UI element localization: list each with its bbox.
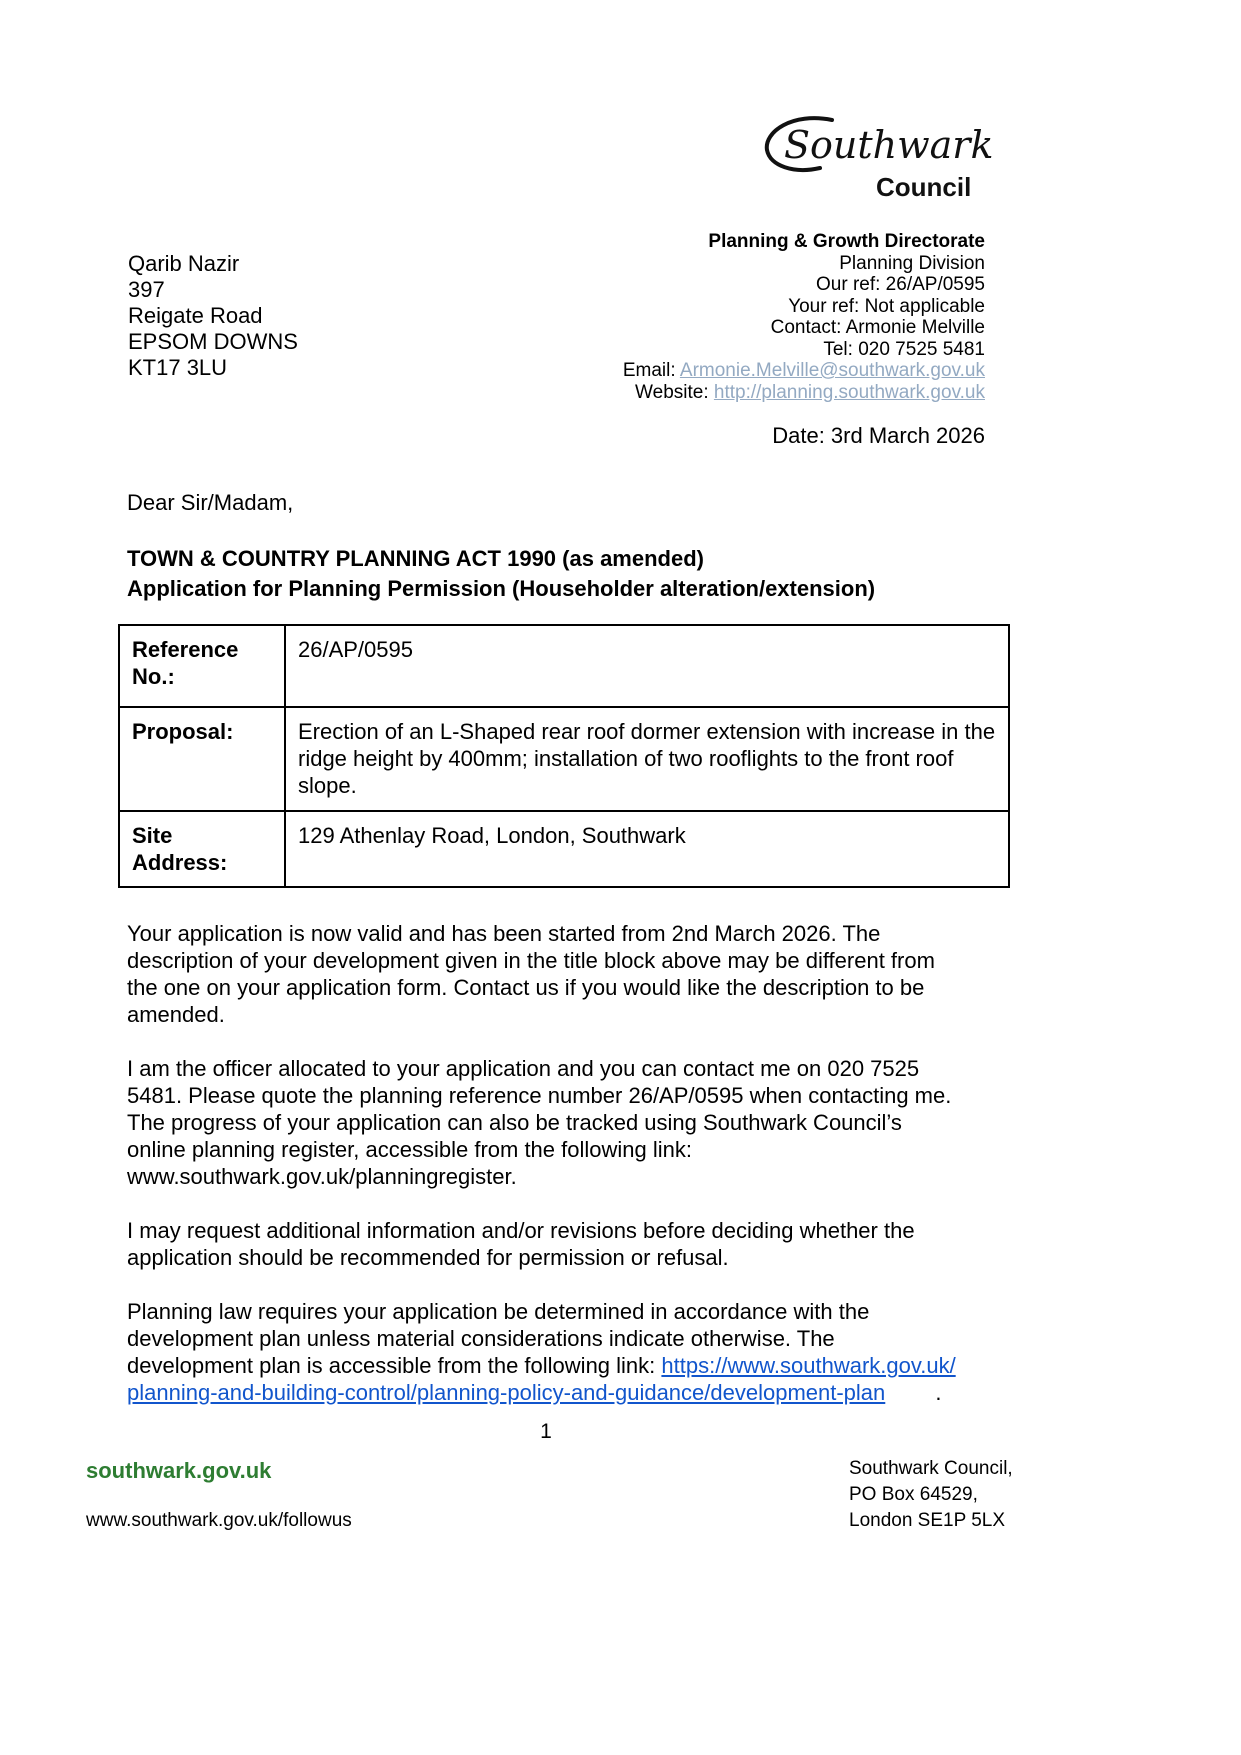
application-details-table xyxy=(118,624,1010,888)
proposal-value: Erection of an L-Shaped rear roof dormer extension with increase in the ridge height by 400mm; installation of two rooflights to the front roof slope. xyxy=(285,707,1009,811)
sender-website-line xyxy=(623,382,985,404)
site-address-label: Site Address: xyxy=(119,811,285,887)
development-plan-text: Planning law requires your application be determined in accordance with the development plan unless material considerations indicate otherwise. The development plan is accessible from the following link: xyxy=(127,1299,870,1378)
development-plan-link[interactable]: https://www.southwark.gov.uk/planning-and-building-control/planning-policy-and-guidance/development-plan xyxy=(127,1353,956,1405)
footer-council-address xyxy=(849,1456,1013,1534)
sender-tel: Tel: 020 7525 5481 xyxy=(823,338,985,360)
table-row xyxy=(119,707,1009,811)
recipient-address-line: Reigate Road xyxy=(128,303,263,328)
email-link[interactable]: Armonie.Melville@southwark.gov.uk xyxy=(679,360,985,381)
footer-address-line: London SE1P 5LX xyxy=(849,1510,1006,1531)
website-label: Website: xyxy=(635,381,709,403)
recipient-address-line: EPSOM DOWNS xyxy=(128,329,298,354)
proposal-label: Proposal: xyxy=(119,707,285,811)
email-label: Email: xyxy=(622,360,676,381)
footer-address-line: PO Box 64529, xyxy=(849,1484,978,1505)
sender-division: Planning Division xyxy=(839,252,985,274)
sender-directorate: Planning & Growth Directorate xyxy=(708,231,985,252)
site-address-value: 129 Athenlay Road, London, Southwark xyxy=(285,811,1009,887)
table-row xyxy=(119,811,1009,887)
salutation: Dear Sir/Madam, xyxy=(127,490,294,515)
sender-email-line xyxy=(623,360,985,382)
letter-body xyxy=(127,489,996,1433)
development-plan-period: . xyxy=(935,1380,942,1405)
paragraph-revisions: I may request additional information and/or revisions before deciding whether the application should be recommended for permission or refusal. xyxy=(127,1218,915,1270)
footer-followus-url: www.southwark.gov.uk/followus xyxy=(86,1510,352,1531)
paragraph-officer: I am the officer allocated to your application and you can contact me on 020 7525 5481. Please quote the planning reference number 26/AP/0595 when contacting me. The progress of your application can also be tracked using Southwark Council’s online planning register, accessible from the following link: www.southwark.gov.uk/planningregister. xyxy=(127,1056,952,1189)
letter-date: Date: 3rd March 2026 xyxy=(772,423,985,448)
subject-line-application: Application for Planning Permission (Householder alteration/extension) xyxy=(127,576,876,601)
sender-block xyxy=(623,231,985,403)
recipient-postcode: KT17 3LU xyxy=(128,355,228,380)
table-row xyxy=(119,625,1009,707)
page-number: 1 xyxy=(540,1420,552,1443)
sender-our-ref: Our ref: 26/AP/0595 xyxy=(816,274,985,295)
subject-line-act: TOWN & COUNTRY PLANNING ACT 1990 (as amended) xyxy=(127,546,704,571)
paragraph-validity: Your application is now valid and has been started from 2nd March 2026. The description of your development given in the title block above may be different from the one on your application form. Contact us if you would like the description to be amended. xyxy=(127,921,935,1027)
sender-contact: Contact: Armonie Melville xyxy=(770,317,985,338)
recipient-name: Qarib Nazir xyxy=(128,251,240,276)
southwark-council-logo xyxy=(758,108,994,208)
logo-wordmark: Southwark xyxy=(784,123,994,167)
footer-address-line: Southwark Council, xyxy=(849,1458,1013,1479)
reference-no-label: Reference No.: xyxy=(119,625,285,707)
logo-council-label: Council xyxy=(876,172,972,202)
website-link[interactable]: http://planning.southwark.gov.uk xyxy=(713,381,985,403)
footer-southwark-site: southwark.gov.uk xyxy=(86,1458,272,1483)
subject-block xyxy=(127,544,965,604)
paragraph-development-plan xyxy=(127,1298,965,1406)
recipient-address-line: 397 xyxy=(128,277,165,302)
reference-no-value: 26/AP/0595 xyxy=(285,625,1009,707)
recipient-address-block xyxy=(128,251,298,381)
sender-your-ref: Your ref: Not applicable xyxy=(788,295,985,317)
